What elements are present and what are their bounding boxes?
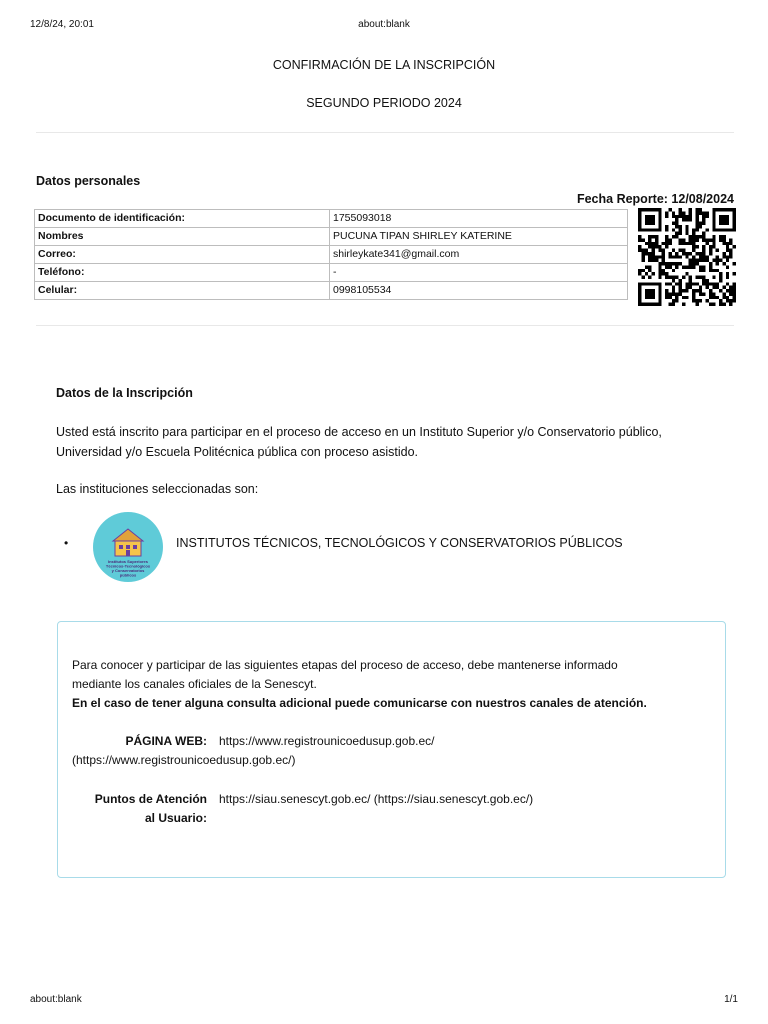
print-datetime: 12/8/24, 20:01 <box>30 19 94 30</box>
inscription-heading: Datos de la Inscripción <box>56 386 193 400</box>
institution-name: INSTITUTOS TÉCNICOS, TECNOLÓGICOS Y CONSERVATORIOS PÚBLICOS <box>176 536 623 550</box>
row-label: Teléfono: <box>35 264 330 282</box>
row-label: Correo: <box>35 246 330 264</box>
table-row <box>35 228 628 246</box>
divider <box>36 325 734 326</box>
list-bullet: • <box>64 536 69 550</box>
inscription-text-line2: Universidad y/o Escuela Politécnica pública con proceso asistido. <box>56 445 418 459</box>
logo-text: Institutos Superiores <box>107 559 149 564</box>
document-subtitle: SEGUNDO PERIODO 2024 <box>306 96 462 110</box>
row-value: PUCUNA TIPAN SHIRLEY KATERINE <box>330 228 628 246</box>
institution-logo <box>84 503 172 591</box>
web-label: PÁGINA WEB: <box>125 734 207 748</box>
info-line3: En el caso de tener alguna consulta adicional puede comunicarse con nuestros canales de atención. <box>72 696 647 710</box>
row-value: 0998105534 <box>330 282 628 300</box>
inscription-text-line1: Usted está inscrito para participar en el proceso de acceso en un Instituto Superior y/o Conservatorio público, <box>56 425 662 439</box>
page-number: 1/1 <box>724 994 738 1005</box>
row-label: Celular: <box>35 282 330 300</box>
qr-code-icon <box>638 208 736 306</box>
table-row <box>35 282 628 300</box>
institutions-intro: Las instituciones seleccionadas son: <box>56 482 259 496</box>
print-title: about:blank <box>358 19 410 30</box>
document-title: CONFIRMACIÓN DE LA INSCRIPCIÓN <box>272 58 496 72</box>
logo-text: Técnicos-Tecnológicos <box>105 563 151 569</box>
points-link[interactable]: https://siau.senescyt.gob.ec/ (https://siau.senescyt.gob.ec/) <box>219 792 534 806</box>
logo-text: y Conservatorios <box>111 568 145 573</box>
print-footer <box>30 994 738 1008</box>
row-label: Documento de identificación: <box>35 210 330 228</box>
personal-data-table <box>34 209 628 300</box>
personal-data-heading: Datos personales <box>36 174 141 188</box>
row-value: - <box>330 264 628 282</box>
print-url: about:blank <box>30 994 82 1005</box>
row-value: shirleykate341@gmail.com <box>330 246 628 264</box>
info-line1: Para conocer y participar de las siguientes etapas del proceso de acceso, debe mantenerse informado <box>72 658 618 672</box>
points-label: Puntos de Atención <box>94 792 207 806</box>
info-box <box>57 621 726 878</box>
web-link-secondary[interactable]: (https://www.registrounicoedusup.gob.ec/) <box>72 753 296 767</box>
row-value: 1755093018 <box>330 210 628 228</box>
report-date: Fecha Reporte: 12/08/2024 <box>576 192 734 206</box>
info-line2: mediante los canales oficiales de la Senescyt. <box>72 677 317 691</box>
table-row <box>35 246 628 264</box>
web-link[interactable]: https://www.registrounicoedusup.gob.ec/ <box>219 734 435 748</box>
points-label-2: al Usuario: <box>144 811 207 825</box>
table-row <box>35 210 628 228</box>
print-header <box>30 19 738 33</box>
divider <box>36 132 734 133</box>
logo-text: públicos <box>119 572 137 578</box>
row-label: Nombres <box>35 228 330 246</box>
table-row <box>35 264 628 282</box>
